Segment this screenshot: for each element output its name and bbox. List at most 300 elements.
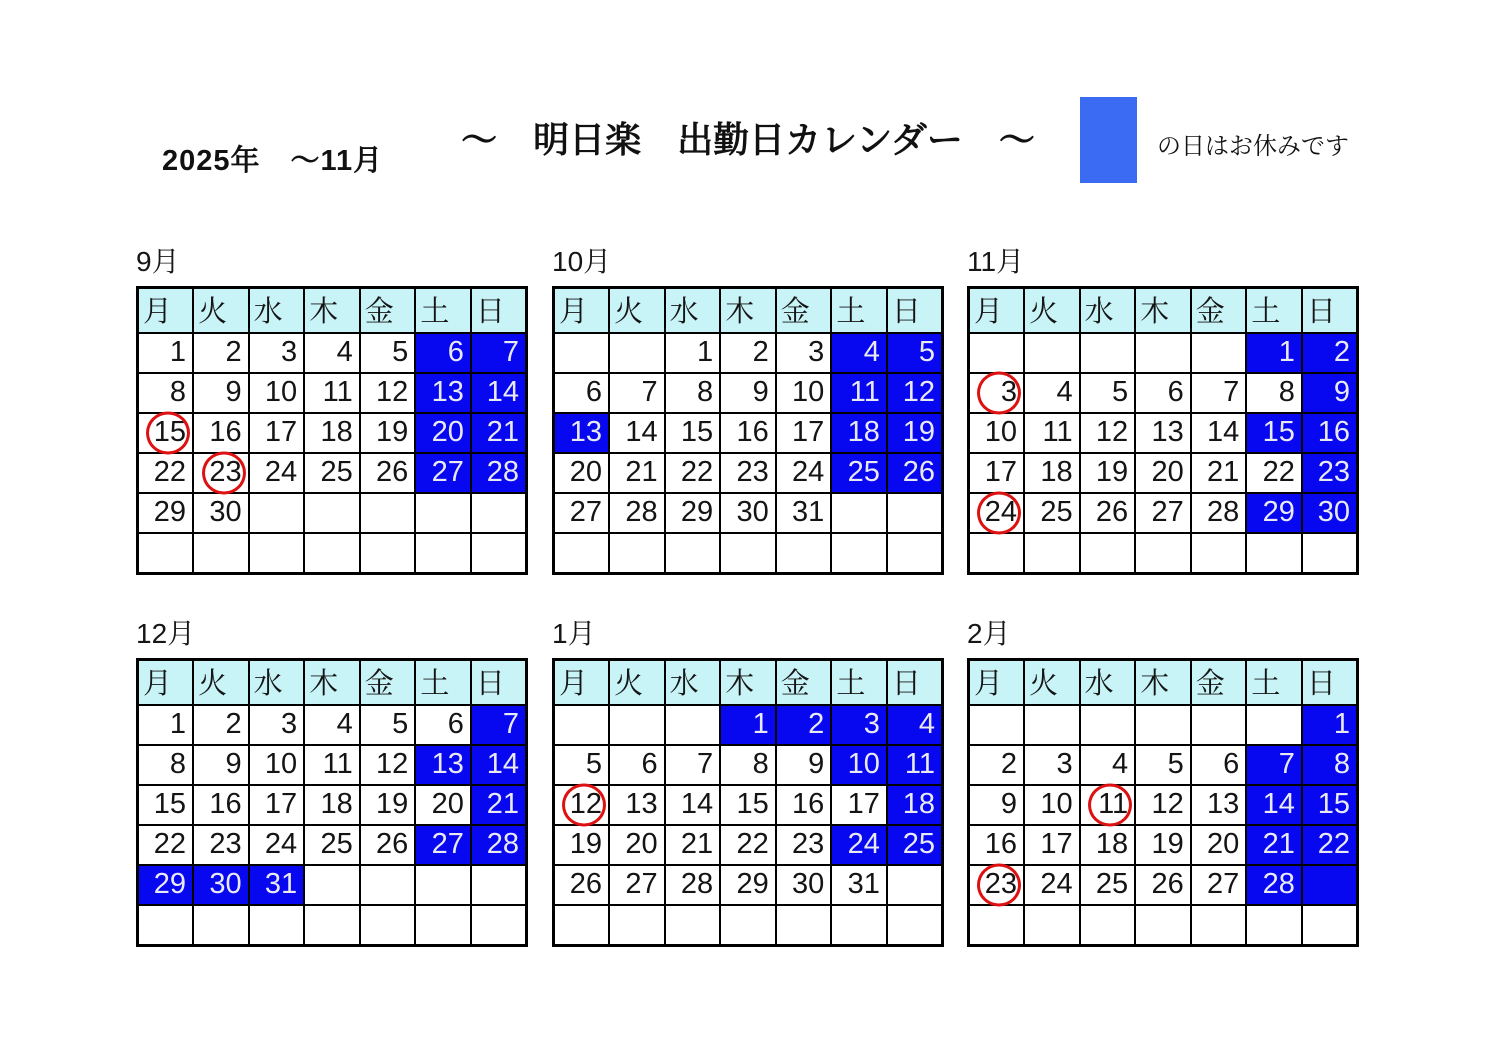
weekday-cell: 水 [249, 288, 305, 334]
date-cell [193, 905, 249, 945]
date-cell: 17 [249, 785, 305, 825]
date-cell: 5 [554, 745, 610, 785]
date-cell: 1 [720, 705, 776, 745]
weekday-cell: 金 [1191, 660, 1247, 706]
month-table-nov [967, 286, 1359, 575]
date-cell [1080, 533, 1136, 573]
month-nov [967, 246, 1359, 575]
date-cell [831, 905, 887, 945]
date-cell: 26 [1135, 865, 1191, 905]
date-cell: 15 [138, 413, 194, 453]
date-cell: 24 [831, 825, 887, 865]
date-cell: 13 [415, 373, 471, 413]
date-cell: 9 [969, 785, 1025, 825]
date-cell [887, 533, 943, 573]
date-cell: 2 [776, 705, 832, 745]
date-cell: 19 [1135, 825, 1191, 865]
red-circle [202, 452, 246, 495]
weekday-cell: 日 [1302, 660, 1358, 706]
date-cell [1191, 905, 1247, 945]
weekday-cell: 月 [969, 288, 1025, 334]
date-cell: 30 [776, 865, 832, 905]
weekday-cell: 木 [1135, 288, 1191, 334]
date-cell [471, 533, 527, 573]
date-cell [360, 493, 416, 533]
date-cell: 20 [1135, 453, 1191, 493]
date-cell [360, 905, 416, 945]
date-cell: 30 [193, 865, 249, 905]
date-cell: 24 [249, 453, 305, 493]
date-cell [193, 533, 249, 573]
red-circle [977, 864, 1021, 907]
date-cell: 28 [471, 825, 527, 865]
date-cell: 12 [360, 745, 416, 785]
date-cell: 8 [138, 745, 194, 785]
date-cell: 20 [1191, 825, 1247, 865]
date-cell [665, 533, 721, 573]
date-cell: 8 [1302, 745, 1358, 785]
date-cell: 19 [1080, 453, 1136, 493]
page-title: ～ 明日楽 出勤日カレンダー ～ [461, 119, 1035, 160]
date-cell: 25 [304, 453, 360, 493]
date-cell: 9 [193, 373, 249, 413]
date-cell: 12 [554, 785, 610, 825]
weekday-cell: 日 [887, 660, 943, 706]
date-cell: 3 [969, 373, 1025, 413]
date-cell: 20 [609, 825, 665, 865]
date-cell [1191, 333, 1247, 373]
date-cell: 25 [831, 453, 887, 493]
date-cell: 28 [1246, 865, 1302, 905]
date-cell: 2 [720, 333, 776, 373]
date-cell [1024, 333, 1080, 373]
date-cell [471, 905, 527, 945]
weekday-cell: 金 [776, 660, 832, 706]
date-cell: 13 [415, 745, 471, 785]
date-cell: 9 [776, 745, 832, 785]
date-cell: 6 [609, 745, 665, 785]
month-table-jan [552, 658, 944, 947]
date-cell: 4 [831, 333, 887, 373]
date-cell: 31 [831, 865, 887, 905]
date-cell [554, 333, 610, 373]
date-cell: 4 [304, 333, 360, 373]
date-cell [249, 905, 305, 945]
red-circle [146, 412, 190, 455]
date-cell: 16 [193, 785, 249, 825]
date-cell: 29 [138, 865, 194, 905]
weekday-cell: 金 [360, 660, 416, 706]
weekday-cell: 火 [609, 288, 665, 334]
weekday-cell: 月 [138, 660, 194, 706]
date-cell: 5 [360, 333, 416, 373]
date-cell [1246, 905, 1302, 945]
date-cell: 8 [720, 745, 776, 785]
date-cell [1302, 905, 1358, 945]
date-cell: 11 [831, 373, 887, 413]
date-cell: 25 [1024, 493, 1080, 533]
red-circle [562, 784, 606, 827]
date-cell: 7 [609, 373, 665, 413]
month-label: 12月 [136, 618, 196, 649]
date-cell: 24 [969, 493, 1025, 533]
date-cell [415, 905, 471, 945]
date-cell: 16 [776, 785, 832, 825]
date-cell [138, 905, 194, 945]
date-cell: 18 [1080, 825, 1136, 865]
weekday-cell: 水 [665, 288, 721, 334]
date-cell: 9 [1302, 373, 1358, 413]
date-cell: 7 [471, 705, 527, 745]
date-cell: 15 [665, 413, 721, 453]
date-cell: 9 [720, 373, 776, 413]
date-cell [720, 533, 776, 573]
date-cell: 16 [720, 413, 776, 453]
date-cell: 23 [193, 825, 249, 865]
date-cell: 1 [665, 333, 721, 373]
date-cell: 25 [887, 825, 943, 865]
date-cell [887, 865, 943, 905]
red-circle [1088, 784, 1132, 827]
date-cell: 10 [249, 745, 305, 785]
date-cell: 30 [193, 493, 249, 533]
date-cell: 18 [304, 785, 360, 825]
date-cell: 28 [665, 865, 721, 905]
month-label: 11月 [967, 246, 1025, 277]
weekday-cell: 月 [554, 660, 610, 706]
date-cell: 30 [1302, 493, 1358, 533]
weekday-cell: 火 [193, 288, 249, 334]
date-cell: 3 [249, 705, 305, 745]
date-cell: 20 [554, 453, 610, 493]
date-cell [304, 533, 360, 573]
date-cell [1135, 905, 1191, 945]
weekday-cell: 木 [720, 288, 776, 334]
weekday-cell: 月 [969, 660, 1025, 706]
month-jan [552, 618, 944, 947]
date-cell [831, 533, 887, 573]
date-cell: 30 [720, 493, 776, 533]
date-cell: 13 [554, 413, 610, 453]
date-cell: 21 [609, 453, 665, 493]
date-cell: 24 [1024, 865, 1080, 905]
weekday-cell: 木 [304, 288, 360, 334]
weekday-cell: 水 [249, 660, 305, 706]
red-circle [977, 492, 1021, 535]
date-cell: 6 [415, 333, 471, 373]
date-cell: 16 [969, 825, 1025, 865]
date-cell: 28 [1191, 493, 1247, 533]
date-cell: 28 [609, 493, 665, 533]
date-cell: 5 [360, 705, 416, 745]
date-cell [554, 905, 610, 945]
date-cell: 11 [887, 745, 943, 785]
date-cell: 17 [1024, 825, 1080, 865]
date-cell [249, 533, 305, 573]
date-cell: 22 [1302, 825, 1358, 865]
date-cell [776, 905, 832, 945]
date-cell: 3 [249, 333, 305, 373]
date-cell: 27 [609, 865, 665, 905]
date-cell [969, 333, 1025, 373]
date-cell: 17 [969, 453, 1025, 493]
date-cell: 24 [249, 825, 305, 865]
date-cell: 7 [471, 333, 527, 373]
date-cell [1024, 905, 1080, 945]
weekday-cell: 土 [831, 288, 887, 334]
date-cell: 8 [665, 373, 721, 413]
date-cell: 26 [360, 453, 416, 493]
month-oct [552, 246, 944, 575]
date-cell: 5 [1135, 745, 1191, 785]
date-cell: 10 [831, 745, 887, 785]
date-cell: 1 [138, 705, 194, 745]
date-cell: 14 [471, 745, 527, 785]
date-cell: 22 [720, 825, 776, 865]
date-cell [1191, 533, 1247, 573]
weekday-cell: 水 [1080, 288, 1136, 334]
date-cell: 13 [609, 785, 665, 825]
date-cell: 22 [665, 453, 721, 493]
month-table-dec [136, 658, 528, 947]
date-cell [1080, 705, 1136, 745]
date-cell [471, 493, 527, 533]
weekday-cell: 日 [471, 288, 527, 334]
date-cell: 21 [665, 825, 721, 865]
date-cell: 14 [609, 413, 665, 453]
weekday-cell: 日 [471, 660, 527, 706]
date-cell: 19 [554, 825, 610, 865]
date-cell: 25 [304, 825, 360, 865]
date-cell [609, 905, 665, 945]
date-cell: 20 [415, 785, 471, 825]
date-cell: 11 [304, 745, 360, 785]
date-cell: 27 [554, 493, 610, 533]
date-cell: 3 [831, 705, 887, 745]
date-cell: 23 [776, 825, 832, 865]
weekday-cell: 月 [138, 288, 194, 334]
date-cell [471, 865, 527, 905]
date-cell: 31 [249, 865, 305, 905]
month-label: 10月 [552, 246, 612, 277]
weekday-cell: 木 [1135, 660, 1191, 706]
date-cell: 2 [969, 745, 1025, 785]
date-cell [138, 533, 194, 573]
date-cell [1135, 533, 1191, 573]
date-cell: 4 [1080, 745, 1136, 785]
date-cell: 18 [304, 413, 360, 453]
date-cell: 23 [193, 453, 249, 493]
weekday-cell: 金 [360, 288, 416, 334]
weekday-cell: 月 [554, 288, 610, 334]
date-cell: 15 [1302, 785, 1358, 825]
date-cell: 5 [887, 333, 943, 373]
month-label: 2月 [967, 618, 1011, 649]
month-sep [136, 246, 528, 575]
date-cell: 15 [1246, 413, 1302, 453]
date-cell: 10 [249, 373, 305, 413]
date-cell: 2 [1302, 333, 1358, 373]
date-cell: 1 [1302, 705, 1358, 745]
date-cell: 22 [138, 453, 194, 493]
date-cell [415, 533, 471, 573]
date-cell: 11 [1024, 413, 1080, 453]
weekday-cell: 土 [415, 288, 471, 334]
date-cell: 13 [1191, 785, 1247, 825]
date-cell: 7 [1191, 373, 1247, 413]
date-cell: 17 [776, 413, 832, 453]
date-cell: 7 [665, 745, 721, 785]
date-cell: 19 [360, 785, 416, 825]
month-label: 1月 [552, 618, 596, 649]
date-cell: 19 [360, 413, 416, 453]
date-cell [1246, 705, 1302, 745]
date-cell: 2 [193, 705, 249, 745]
date-cell: 4 [304, 705, 360, 745]
date-cell [304, 905, 360, 945]
date-cell: 13 [1135, 413, 1191, 453]
date-cell [887, 905, 943, 945]
date-cell: 17 [831, 785, 887, 825]
date-cell: 21 [471, 413, 527, 453]
date-cell [1246, 533, 1302, 573]
date-cell: 26 [887, 453, 943, 493]
date-cell: 27 [415, 453, 471, 493]
date-cell [249, 493, 305, 533]
date-cell: 12 [1080, 413, 1136, 453]
date-cell: 4 [1024, 373, 1080, 413]
date-cell: 22 [138, 825, 194, 865]
date-cell: 29 [1246, 493, 1302, 533]
date-cell: 7 [1246, 745, 1302, 785]
date-cell: 21 [1191, 453, 1247, 493]
date-cell: 31 [776, 493, 832, 533]
date-cell: 14 [1246, 785, 1302, 825]
weekday-cell: 木 [304, 660, 360, 706]
month-label: 9月 [136, 246, 180, 277]
date-cell [1135, 333, 1191, 373]
date-cell [1024, 705, 1080, 745]
date-cell: 29 [665, 493, 721, 533]
weekday-cell: 火 [193, 660, 249, 706]
red-circle [977, 372, 1021, 415]
year-label: 2025年 ～11月 [162, 145, 384, 177]
weekday-cell: 火 [1024, 288, 1080, 334]
date-cell: 23 [969, 865, 1025, 905]
date-cell: 25 [1080, 865, 1136, 905]
date-cell: 29 [720, 865, 776, 905]
date-cell: 11 [1080, 785, 1136, 825]
date-cell: 8 [1246, 373, 1302, 413]
date-cell: 26 [1080, 493, 1136, 533]
weekday-cell: 水 [665, 660, 721, 706]
date-cell: 12 [1135, 785, 1191, 825]
date-cell: 6 [554, 373, 610, 413]
holiday-legend-text: の日はお休みです [1157, 133, 1349, 160]
date-cell [969, 705, 1025, 745]
date-cell: 21 [1246, 825, 1302, 865]
date-cell [720, 905, 776, 945]
weekday-cell: 金 [776, 288, 832, 334]
date-cell: 23 [1302, 453, 1358, 493]
date-cell [969, 533, 1025, 573]
date-cell [1080, 905, 1136, 945]
month-table-feb [967, 658, 1359, 947]
weekday-cell: 水 [1080, 660, 1136, 706]
date-cell [554, 533, 610, 573]
date-cell: 18 [831, 413, 887, 453]
month-table-oct [552, 286, 944, 575]
date-cell: 16 [193, 413, 249, 453]
date-cell [1302, 533, 1358, 573]
date-cell [360, 865, 416, 905]
date-cell [415, 865, 471, 905]
month-table-sep [136, 286, 528, 575]
date-cell [1024, 533, 1080, 573]
date-cell: 1 [138, 333, 194, 373]
date-cell: 17 [249, 413, 305, 453]
date-cell: 24 [776, 453, 832, 493]
month-dec [136, 618, 528, 947]
date-cell [1080, 333, 1136, 373]
date-cell: 6 [415, 705, 471, 745]
date-cell [415, 493, 471, 533]
date-cell: 9 [193, 745, 249, 785]
date-cell: 15 [138, 785, 194, 825]
weekday-cell: 日 [887, 288, 943, 334]
date-cell [304, 493, 360, 533]
date-cell [304, 865, 360, 905]
weekday-cell: 火 [609, 660, 665, 706]
date-cell: 14 [471, 373, 527, 413]
date-cell: 12 [360, 373, 416, 413]
date-cell: 21 [471, 785, 527, 825]
date-cell: 5 [1080, 373, 1136, 413]
weekday-cell: 土 [831, 660, 887, 706]
date-cell: 2 [193, 333, 249, 373]
date-cell: 28 [471, 453, 527, 493]
weekday-cell: 火 [1024, 660, 1080, 706]
date-cell: 19 [887, 413, 943, 453]
date-cell: 10 [776, 373, 832, 413]
date-cell [554, 705, 610, 745]
date-cell: 22 [1246, 453, 1302, 493]
date-cell: 3 [776, 333, 832, 373]
date-cell: 16 [1302, 413, 1358, 453]
date-cell: 27 [415, 825, 471, 865]
holiday-legend-swatch [1080, 97, 1137, 183]
weekday-cell: 土 [1246, 288, 1302, 334]
date-cell [609, 533, 665, 573]
weekday-cell: 日 [1302, 288, 1358, 334]
date-cell [1135, 705, 1191, 745]
date-cell: 1 [1246, 333, 1302, 373]
date-cell [609, 705, 665, 745]
weekday-cell: 木 [720, 660, 776, 706]
date-cell: 26 [554, 865, 610, 905]
date-cell: 4 [887, 705, 943, 745]
date-cell [665, 905, 721, 945]
date-cell: 26 [360, 825, 416, 865]
date-cell: 3 [1024, 745, 1080, 785]
date-cell [609, 333, 665, 373]
weekday-cell: 金 [1191, 288, 1247, 334]
date-cell [831, 493, 887, 533]
date-cell [360, 533, 416, 573]
date-cell: 27 [1135, 493, 1191, 533]
date-cell [1191, 705, 1247, 745]
date-cell: 23 [720, 453, 776, 493]
